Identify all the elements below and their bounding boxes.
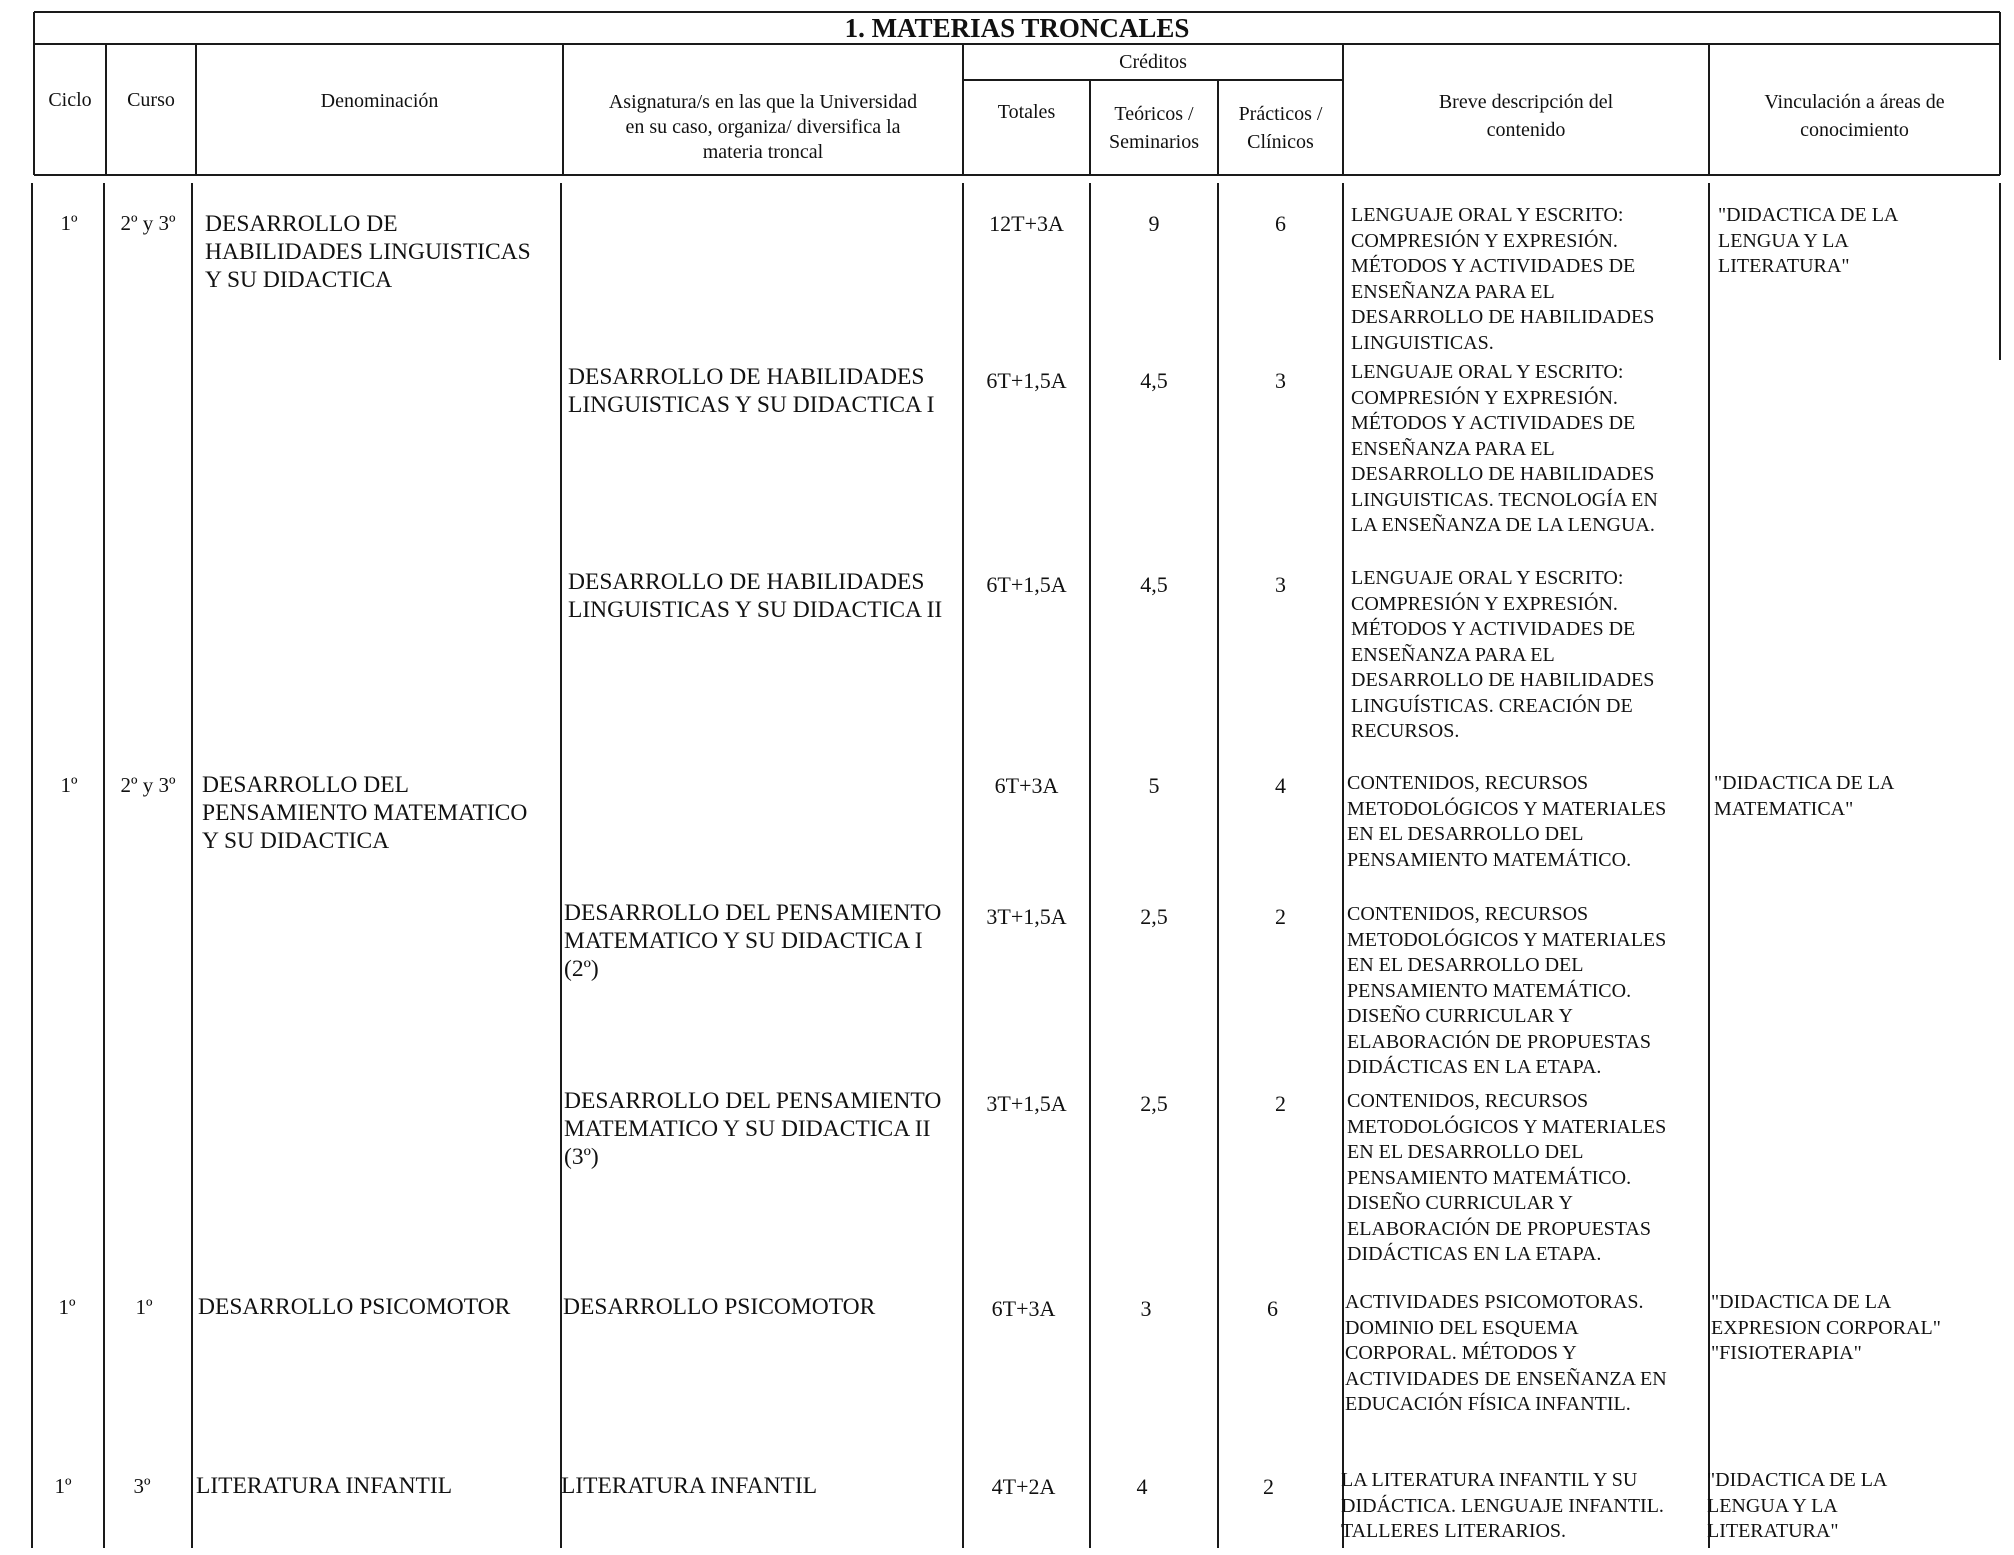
- cell-descripcion: CONTENIDOS, RECURSOS METODOLÓGICOS Y MATERIALES EN EL DESARROLLO DEL PENSAMIENTO MATEMÁTICO. DISEÑO CURRICULAR Y ELABORACIÓN DE PROPUESTAS DIDÁCTICAS EN LA ETAPA.: [1347, 1090, 1667, 1265]
- header-practicos: Prácticos / Clínicos: [1238, 103, 1323, 153]
- cell-denominacion: DESARROLLO DE HABILIDADES LINGUISTICAS Y SU DIDACTICA: [205, 211, 531, 293]
- cell-teoricos: 9: [1148, 211, 1160, 236]
- cell-practicos: 2: [1275, 904, 1286, 929]
- cell-asignatura: DESARROLLO DEL PENSAMIENTO MATEMATICO Y SU DIDACTICA II (3º): [564, 1088, 942, 1170]
- cell-curso: 2º y 3º: [120, 211, 176, 235]
- cell-practicos: 2: [1275, 1091, 1286, 1116]
- cell-descripcion: LENGUAJE ORAL Y ESCRITO: COMPRESIÓN Y EXPRESIÓN. MÉTODOS Y ACTIVIDADES DE ENSEÑANZA PARA EL DESARROLLO DE HABILIDADES LINGUISTICAS.: [1351, 204, 1655, 354]
- cell-vinculacion: "DIDACTICA DE LA LENGUA Y LA LITERATURA": [1718, 204, 1899, 277]
- cell-practicos: 2: [1263, 1474, 1274, 1499]
- cell-teoricos: 4,5: [1140, 572, 1168, 597]
- table-title: 1. MATERIAS TRONCALES: [844, 13, 1190, 43]
- cell-ciclo: 1º: [60, 211, 78, 235]
- cell-teoricos: 2,5: [1140, 904, 1168, 929]
- cell-asignatura: DESARROLLO DE HABILIDADES LINGUISTICAS Y SU DIDACTICA II: [568, 569, 943, 623]
- cell-totales: 12T+3A: [989, 211, 1064, 236]
- cell-totales: 4T+2A: [991, 1474, 1056, 1499]
- cell-practicos: 6: [1275, 211, 1286, 236]
- cell-descripcion: LA LITERATURA INFANTIL Y SU DIDÁCTICA. LENGUAJE INFANTIL. TALLERES LITERARIOS.: [1341, 1469, 1664, 1542]
- cell-practicos: 4: [1275, 773, 1286, 798]
- cell-vinculacion: "DIDACTICA DE LA EXPRESION CORPORAL" "FISIOTERAPIA": [1711, 1291, 1941, 1364]
- cell-descripcion: ACTIVIDADES PSICOMOTORAS. DOMINIO DEL ESQUEMA CORPORAL. MÉTODOS Y ACTIVIDADES DE ENSEÑANZA EN EDUCACIÓN FÍSICA INFANTIL.: [1345, 1291, 1667, 1415]
- cell-denominacion: DESARROLLO PSICOMOTOR: [198, 1294, 511, 1320]
- header-descripcion: Breve descripción del contenido: [1438, 91, 1614, 141]
- cell-curso: 1º: [135, 1295, 153, 1319]
- header-asignatura: Asignatura/s en las que la Universidad en su caso, organiza/ diversifica la materia troncal: [608, 91, 918, 163]
- cell-curso: 3º: [133, 1474, 151, 1498]
- cell-ciclo: 1º: [60, 773, 78, 797]
- cell-descripcion: LENGUAJE ORAL Y ESCRITO: COMPRESIÓN Y EXPRESIÓN. MÉTODOS Y ACTIVIDADES DE ENSEÑANZA PARA EL DESARROLLO DE HABILIDADES LINGUÍSTICAS. CREACIÓN DE RECURSOS.: [1351, 567, 1655, 742]
- cell-asignatura: DESARROLLO DE HABILIDADES LINGUISTICAS Y SU DIDACTICA I: [568, 364, 935, 418]
- header-teoricos: Teóricos / Seminarios: [1109, 103, 1199, 153]
- header-ciclo: Ciclo: [48, 89, 92, 111]
- cell-asignatura: LITERATURA INFANTIL: [561, 1473, 818, 1499]
- cell-teoricos: 3: [1140, 1296, 1152, 1321]
- cell-totales: 6T+3A: [991, 1296, 1056, 1321]
- cell-teoricos: 2,5: [1140, 1091, 1168, 1116]
- cell-teoricos: 4,5: [1140, 368, 1168, 393]
- cell-denominacion: LITERATURA INFANTIL: [196, 1473, 453, 1499]
- cell-asignatura: DESARROLLO PSICOMOTOR: [563, 1294, 876, 1320]
- header-vinculacion: Vinculación a áreas de conocimiento: [1764, 91, 1945, 141]
- cell-totales: 3T+1,5A: [986, 904, 1067, 929]
- cell-denominacion: DESARROLLO DEL PENSAMIENTO MATEMATICO Y SU DIDACTICA: [202, 772, 528, 854]
- cell-totales: 6T+1,5A: [986, 368, 1067, 393]
- header-denominacion: Denominación: [320, 90, 439, 112]
- cell-ciclo: 1º: [54, 1474, 72, 1498]
- cell-totales: 6T+3A: [994, 773, 1059, 798]
- cell-teoricos: 4: [1136, 1474, 1148, 1499]
- cell-ciclo: 1º: [58, 1295, 76, 1319]
- cell-practicos: 6: [1267, 1296, 1278, 1321]
- cell-totales: 6T+1,5A: [986, 572, 1067, 597]
- header-curso: Curso: [127, 89, 175, 111]
- cell-totales: 3T+1,5A: [986, 1091, 1067, 1116]
- cell-asignatura: DESARROLLO DEL PENSAMIENTO MATEMATICO Y SU DIDACTICA I (2º): [564, 900, 942, 982]
- cell-descripcion: CONTENIDOS, RECURSOS METODOLÓGICOS Y MATERIALES EN EL DESARROLLO DEL PENSAMIENTO MATEMÁTICO. DISEÑO CURRICULAR Y ELABORACIÓN DE PROPUESTAS DIDÁCTICAS EN LA ETAPA.: [1347, 903, 1667, 1078]
- cell-descripcion: LENGUAJE ORAL Y ESCRITO: COMPRESIÓN Y EXPRESIÓN. MÉTODOS Y ACTIVIDADES DE ENSEÑANZA PARA EL DESARROLLO DE HABILIDADES LINGUISTICAS. TECNOLOGÍA EN LA ENSEÑANZA DE LA LENGUA.: [1351, 361, 1658, 536]
- cell-practicos: 3: [1275, 572, 1286, 597]
- header-creditos: Créditos: [1119, 51, 1187, 73]
- cell-descripcion: CONTENIDOS, RECURSOS METODOLÓGICOS Y MATERIALES EN EL DESARROLLO DEL PENSAMIENTO MATEMÁTICO.: [1347, 772, 1667, 871]
- cell-teoricos: 5: [1148, 773, 1160, 798]
- cell-practicos: 3: [1275, 368, 1286, 393]
- header-totales: Totales: [997, 101, 1056, 123]
- cell-vinculacion: "DIDACTICA DE LA LENGUA Y LA LITERATURA": [1707, 1469, 1888, 1542]
- cell-curso: 2º y 3º: [120, 773, 176, 797]
- cell-vinculacion: "DIDACTICA DE LA MATEMATICA": [1714, 772, 1895, 820]
